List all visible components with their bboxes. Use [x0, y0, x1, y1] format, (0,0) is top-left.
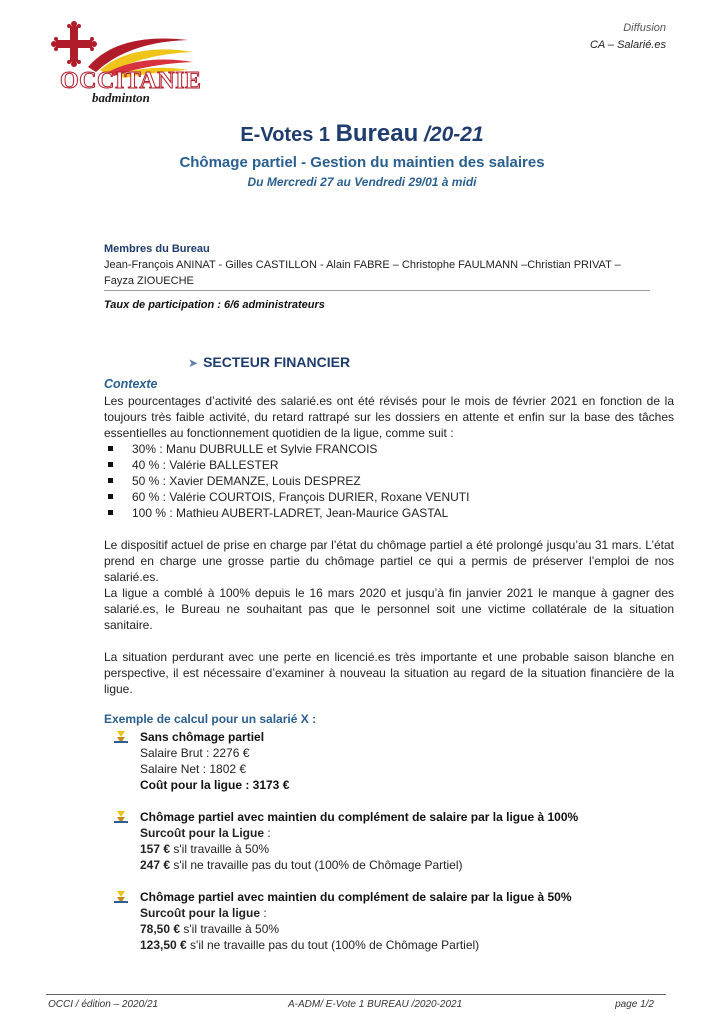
- title-part-year: /20-21: [418, 123, 484, 146]
- amount: 157 €: [140, 842, 171, 856]
- arrow-bullet-icon: [114, 731, 128, 743]
- surcharge-line-50: 78,50 € s'il travaille à 50%: [140, 922, 280, 936]
- salary-net: Salaire Net : 1802 €: [140, 762, 247, 776]
- list-item: 100 % : Mathieu AUBERT-LADRET, Jean-Maurice GASTAL: [106, 505, 674, 521]
- logo-brand-text: OCCITANIE: [60, 68, 202, 94]
- cost-for-league: Coût pour la ligue : 3173 €: [140, 778, 290, 792]
- surcharge-label: Surcoût pour la ligue: [140, 906, 261, 920]
- surcharge-line-100: 123,50 € s'il ne travaille pas du tout (100% de Chômage Partiel): [140, 938, 480, 952]
- diffusion-value: CA – Salarié.es: [589, 39, 666, 51]
- diffusion-block: [590, 20, 666, 54]
- footer-reference: A-ADM/ E-Vote 1 BUREAU /2020-2021: [288, 999, 463, 1010]
- occitanie-badminton-logo: [48, 12, 202, 105]
- page-footer: [46, 994, 666, 1010]
- example-case-100-percent: [104, 809, 674, 873]
- amount: 123,50 €: [140, 938, 187, 952]
- arrow-bullet-icon: [114, 811, 128, 823]
- list-item: 30% : Manu DUBRULLE et Sylvie FRANCOIS: [106, 441, 674, 457]
- salary-gross: Salaire Brut : 2276 €: [140, 746, 250, 760]
- surcharge-line-50: 157 € s'il travaille à 50%: [140, 842, 270, 856]
- footer-edition: OCCI / édition – 2020/21: [48, 999, 159, 1010]
- list-item: 50 % : Xavier DEMANZE, Louis DESPREZ: [106, 473, 674, 489]
- section-title: SECTEUR FINANCIER: [203, 354, 351, 370]
- bullet-square-icon: [108, 462, 113, 467]
- case-title: Chômage partiel avec maintien du complément de salaire par la ligue à 100%: [140, 810, 579, 824]
- example-case-no-partial-unemployment: [104, 729, 674, 793]
- list-item: 60 % : Valérie COURTOIS, François DURIER, Roxane VENUTI: [106, 489, 674, 505]
- title-part-evotes: E-Votes 1: [240, 124, 336, 146]
- example-case-50-percent: [104, 889, 674, 953]
- title-part-bureau: Bureau: [335, 120, 419, 147]
- members-heading: Membres du Bureau: [104, 243, 210, 255]
- surcharge-label-line: Surcoût pour la Ligue :: [140, 826, 271, 840]
- bullet-square-icon: [108, 494, 113, 499]
- bullet-square-icon: [108, 446, 113, 451]
- paragraph-situation: La situation perdurant avec une perte en licencié.es très importante et une probable saison blanche en perspective, il est nécessaire d’examiner à nouveau la situation au regard de la situation financière de la ligue.: [104, 650, 674, 696]
- amount: 247 €: [140, 858, 171, 872]
- logo-sub-text: badminton: [92, 90, 150, 105]
- members-list: [104, 257, 650, 291]
- paragraph-ligue: La ligue a comblé à 100% depuis le 16 mars 2020 et jusqu’à fin janvier 2021 le manque à gagner des salarié.es, le Bureau ne souhaitant pas que le personnel soit une victime collatérale de la situation sanitaire.: [104, 586, 674, 632]
- case-title: Chômage partiel avec maintien du complément de salaire par la ligue à 50%: [140, 890, 572, 904]
- example-heading: Exemple de calcul pour un salarié X :: [104, 712, 317, 726]
- surcharge-label-line: Surcoût pour la ligue :: [140, 906, 267, 920]
- surcharge-label: Surcoût pour la Ligue: [140, 826, 265, 840]
- context-heading: Contexte: [104, 377, 158, 391]
- bullet-square-icon: [108, 478, 113, 483]
- title-block: [0, 120, 724, 189]
- chevron-right-icon: ➤: [188, 356, 199, 370]
- members-line-1: Jean-François ANINAT - Gilles CASTILLON - Alain FABRE – Christophe FAULMANN –Christian PRIVAT –: [104, 259, 621, 271]
- footer-page-number: page 1/2: [615, 999, 654, 1010]
- amount: 78,50 €: [140, 922, 181, 936]
- participation-rate: Taux de participation : 6/6 administrateurs: [104, 299, 325, 311]
- section-heading: [188, 354, 350, 370]
- case-title: Sans chômage partiel: [140, 730, 265, 744]
- list-item: 40 % : Valérie BALLESTER: [106, 457, 674, 473]
- diffusion-label: Diffusion: [623, 22, 666, 34]
- intro-paragraph: Les pourcentages d’activité des salarié.es ont été révisés pour le mois de février 2021 en fonction de la toujours très faible activité, du retard rattrapé sur les dossiers en attente et enfin sur la base des tâches essentielles au fonctionnement quotidien de la ligue, comme suit :: [104, 394, 674, 440]
- activity-bullet-list: [104, 441, 674, 521]
- members-block: [104, 241, 650, 313]
- members-line-2: Fayza ZIOUECHE: [104, 275, 194, 287]
- page-subtitle: Chômage partiel - Gestion du maintien des salaires: [179, 154, 545, 171]
- paragraph-dispositif: Le dispositif actuel de prise en charge par l’état du chômage partiel a été prolongé jusqu’au 31 mars. L’état prend en charge une grosse partie du chômage partiel ce qui a permis de préserver l’emploi de nos salarié.es.: [104, 538, 674, 584]
- bullet-square-icon: [108, 510, 113, 515]
- vote-dates: Du Mercredi 27 au Vendredi 29/01 à midi: [247, 175, 477, 189]
- page-title: [0, 120, 724, 148]
- section-body: [104, 376, 674, 953]
- surcharge-line-100: 247 € s'il ne travaille pas du tout (100% de Chômage Partiel): [140, 858, 463, 872]
- arrow-bullet-icon: [114, 891, 128, 903]
